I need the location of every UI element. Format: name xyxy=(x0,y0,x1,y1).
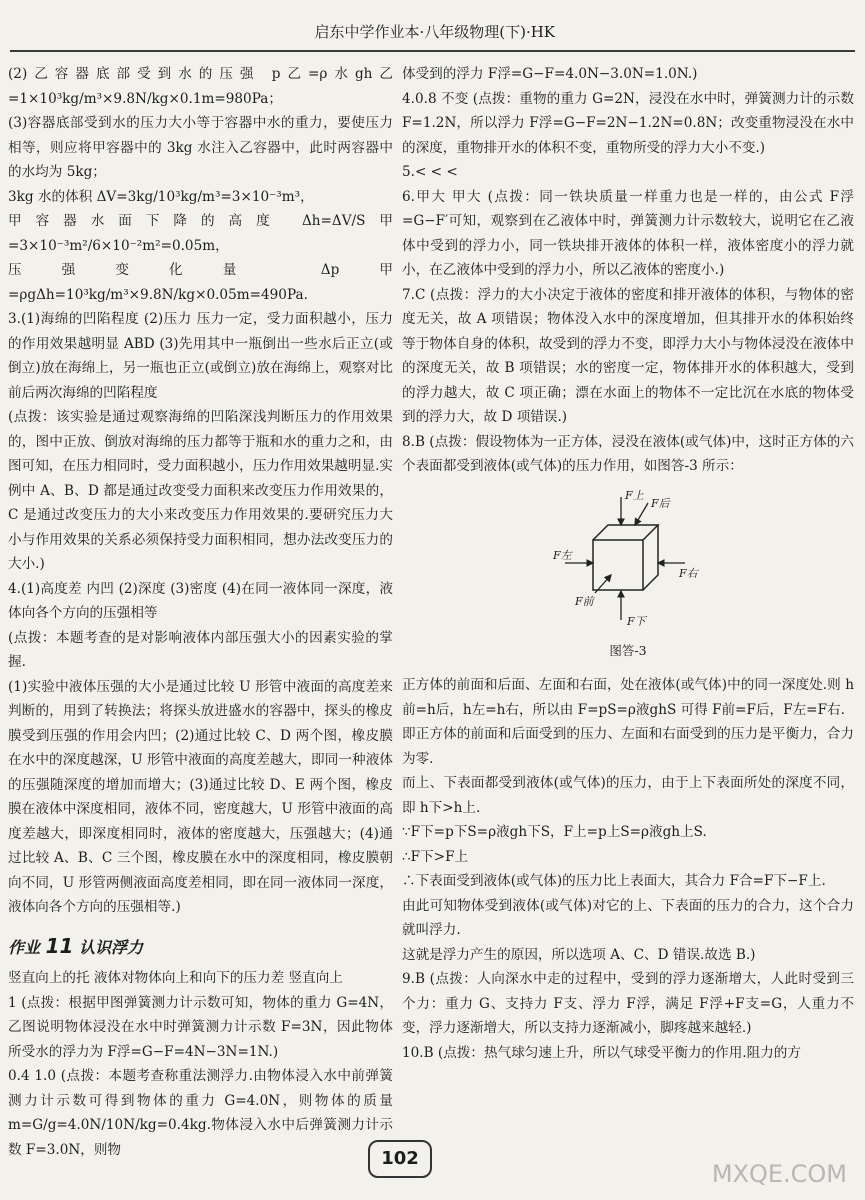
cube-force-diagram xyxy=(553,485,703,635)
answer-paragraph: 3.(1)海绵的凹陷程度 (2)压力 压力一定，受力面积越小，压力的作用效果越明显 ABD (3)先用其中一瓶倒出一些水后正立(或倒立)放在海绵上，另一瓶也正立(或倒立)放在海绵上，观察对比前后两次海绵的凹陷程度 xyxy=(8,311,393,401)
label-top: F上 xyxy=(625,488,644,502)
label-bottom: F下 xyxy=(627,614,646,628)
watermark: MXQE.COM xyxy=(711,1160,847,1188)
cube-shape xyxy=(593,525,658,590)
arrow-back xyxy=(635,503,648,525)
answer-paragraph: 即正方体的前面和后面受到的压力、左面和右面受到的压力是平衡力，合力为零. xyxy=(402,726,854,767)
answer-paragraph: 正方体的前面和后面、左面和右面，处在液体(或气体)中的同一深度处.则 h前=h后，h左=h右，所以由 F=pS=ρ液ghS 可得 F前=F后，F左=F右. xyxy=(402,677,854,718)
answer-paragraph: 体受到的浮力 F浮=G−F=4.0N−3.0N=1.0N.) xyxy=(402,66,698,82)
answer-paragraph: ∴下表面受到液体(或气体)的压力比上表面大，其合力 F合=F下−F上. xyxy=(402,873,826,889)
answer-paragraph: ∵F下=p下S=ρ液gh下S，F上=p上S=ρ液gh上S. xyxy=(402,824,707,840)
answer-paragraph: 而上、下表面都受到液体(或气体)的压力，由于上下表面所处的深度不同，即 h下>h上. xyxy=(402,775,854,816)
answer-paragraph: (点拨：该实验是通过观察海绵的凹陷深浅判断压力的作用效果的，图中正放、倒放对海绵的压力都等于瓶和水的重力之和，由图可知，在压力相同时，受力面积越小，压力作用效果越明显.实例中 A、B、D 都是通过改变受力面积来改变压力作用效果的，C 是通过改变压力的大小来改变压力作用效果的.要研究压力大小与作用效果的关系必须保持受力面积相同，想办法改变压力的大小.) xyxy=(8,409,393,572)
answer-paragraph: 由此可知物体受到液体(或气体)对它的上、下表面的压力的合力，这个合力就叫浮力. xyxy=(402,897,854,938)
answer-paragraph: 8.B (点拨：假设物体为一正方体，浸没在液体(或气体)中，这时正方体的六个表面都受到液体(或气体)的压力作用，如图答-3 所示： xyxy=(402,433,854,474)
answer-paragraph: 7.C (点拨：浮力的大小决定于液体的密度和排开液体的体积，与物体的密度无关，故 A 项错误；物体没入水中的深度增加，但其排开水的体积始终等于物体自身的体积，故受到的浮力不变，即浮力大小与物体浸没在液体中的深度无关，故 B 项错误；水的密度一定，物体排开水的体积越大，受到的浮力越大，故 C 项正确；漂在水面上的物体不一定比沉在水底的物体受到的浮力大，故 D 项错误.) xyxy=(402,286,854,425)
section-title xyxy=(8,934,393,961)
right-column xyxy=(402,62,854,1065)
answer-paragraph: 0.4 1.0 (点拨：本题考查称重法测浮力.由物体浸入水中前弹簧测力计示数可得到物体的重力 G=4.0N，则物体的质量 m=G/g=4.0N/10N/kg=0.4kg.物体浸入水中后弹簧测力计示数 F=3.0N，则物 xyxy=(8,1068,393,1158)
section-number: 11 xyxy=(45,933,74,958)
label-left: F左 xyxy=(553,548,572,562)
answer-paragraph: 6.甲大 甲大 (点拨：同一铁块质量一样重力也是一样的，由公式 F浮=G−F′可知，观察到在乙液体中时，弹簧测力计示数较大，说明它在乙液体中受到的浮力小，同一铁块排开液体的体积一样，液体密度小的浮力就小，在乙液体中受到的浮力小，所以乙液体的密度小.) xyxy=(402,188,854,278)
figure-caption: 图答-3 xyxy=(609,642,647,658)
answer-paragraph: (2)乙容器底部受到水的压强 p乙=ρ水gh乙=1×10³kg/m³×9.8N/kg×0.1m=980Pa； xyxy=(8,66,393,107)
section-name: 认识浮力 xyxy=(79,937,144,957)
answer-paragraph: 10.B (点拨：热气球匀速上升，所以气球受平衡力的作用.阻力的方 xyxy=(402,1044,801,1061)
label-back: F后 xyxy=(651,496,670,510)
answer-paragraph: (3)容器底部受到水的压力大小等于容器中水的重力，要使压力相等，则应将甲容器中的 3kg 水注入乙容器中，此时两容器中的水均为 5kg； xyxy=(8,115,393,180)
section-prefix: 作业 xyxy=(8,937,41,957)
cube-svg xyxy=(553,485,703,635)
answer-paragraph: 4.(1)高度差 内凹 (2)深度 (3)密度 (4)在同一液体同一深度，液体向各个方向的压强相等 xyxy=(8,580,393,621)
answer-paragraph: 5.< < < xyxy=(402,164,458,180)
answer-paragraph: 这就是浮力产生的原因，所以选项 A、C、D 错误.故选 B.) xyxy=(402,946,756,963)
label-front: F前 xyxy=(575,594,594,608)
answer-paragraph: 3kg 水的体积 ΔV=3kg/10³kg/m³=3×10⁻³m³， xyxy=(8,188,314,205)
answer-paragraph: 9.B (点拨：人向深水中走的过程中，受到的浮力逐渐增大，人此时受到三个力：重力 G、支持力 F支、浮力 F浮，满足 F浮+F支=G，人重力不变，浮力逐渐增大，所以支持力逐渐减小，脚疼越来越轻.) xyxy=(402,971,854,1036)
label-right: F右 xyxy=(679,566,698,580)
answer-paragraph: ∴F下>F上 xyxy=(402,848,469,865)
answer-paragraph: (点拨：本题考查的是对影响液体内部压强大小的因素实验的掌握. xyxy=(8,629,393,670)
answer-paragraph: 竖直向上的托 液体对物体向上和向下的压力差 竖直向上 xyxy=(8,970,343,986)
answer-paragraph: 甲容器水面下降的高度 Δh=ΔV/S甲=3×10⁻³m²/6×10⁻²m²=0.05m， xyxy=(8,213,393,254)
answer-paragraph: 压强变化量 Δp甲=ρgΔh=10³kg/m³×9.8N/kg×0.05m=490Pa. xyxy=(8,262,393,303)
answer-paragraph: 4.0.8 不变 (点拨：重物的重力 G=2N，浸没在水中时，弹簧测力计的示数 F=1.2N，所以浮力 F浮=G−F=2N−1.2N=0.8N；改变重物浸没在水中的深度，重物排开水的体积不变，重物所受的浮力大小不变.) xyxy=(402,90,854,156)
page-number: 102 xyxy=(368,1140,432,1178)
left-column xyxy=(8,62,393,1162)
answer-paragraph: 1 (点拨：根据甲图弹簧测力计示数可知，物体的重力 G=4N，乙图说明物体浸没在水中时弹簧测力计示数 F=3N，因此物体所受水的浮力为 F浮=G−F=4N−3N=1N.) xyxy=(8,994,393,1060)
page-header: 启东中学作业本·八年级物理(下)·HK xyxy=(10,14,855,52)
answer-paragraph: (1)实验中液体压强的大小是通过比较 U 形管中液面的高度差来判断的，用到了转换法；将探头放进盛水的容器中，探头的橡皮膜受到压强的作用会内凹；(2)通过比较 C、D 两个图，橡皮膜在水中的深度越深，U 形管中液面的高度差越大，即同一种液体的压强随深度的增加而增大；(3)通过比较 D、E 两个图，橡皮膜在液体中深度相同，液体不同，密度越大，U 形管中液面的高度差越大，即深度相同时，液体的密度越大，压强越大；(4)通过比较 A、B、C 三个图，橡皮膜在水中的深度相同，橡皮膜朝向不同，U 形管两侧液面高度差相同，即在同一液体同一深度，液体向各个方向的压强相等.) xyxy=(8,678,393,915)
